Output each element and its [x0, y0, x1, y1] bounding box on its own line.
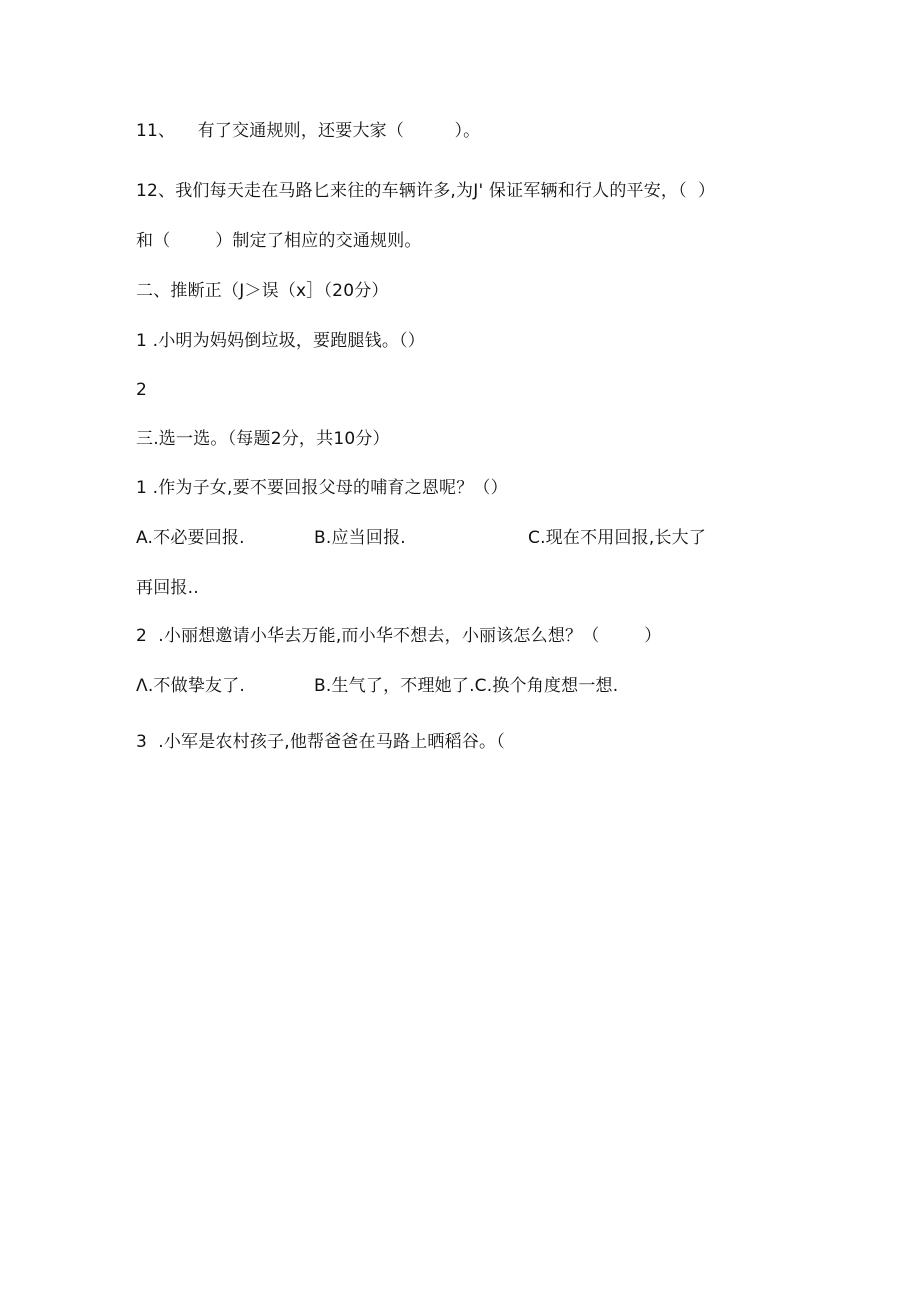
option-b: B.应当回报. [314, 528, 406, 548]
question-12-line-2: 和（ ）制定了相应的交通规则。 [136, 231, 422, 251]
section-2-question-2: 2 [136, 380, 148, 400]
question-12-line-1: 12、我们每天走在马路匕来往的车辆许多,为J' 保证军辆和行人的平安，（ ） [136, 181, 716, 201]
option-a: A.不必要回报. [136, 528, 245, 548]
section-2-heading: 二、推断正（J＞误（x］（20分） [136, 281, 389, 301]
section-3-question-3: 3 .小军是农村孩子,他帮爸爸在马路上晒稻谷。（ [136, 732, 505, 752]
section-3-heading: 三.选一选。（每题2分，共10分） [136, 429, 390, 449]
option-a: Λ.不做挚友了. [136, 676, 246, 696]
option-c-continued: 再回报.. [136, 578, 199, 598]
section-2-question-1: 1 .小明为妈妈倒垃圾，要跑腿钱。（） [136, 331, 425, 351]
option-c: C.现在不用回报,长大了 [528, 528, 707, 548]
option-b-and-c: B.生气了，不理她了.C.换个角度想一想. [314, 676, 619, 696]
question-11: 11、 有了交通规则，还要大家（ ）。 [136, 121, 481, 141]
section-3-question-2: 2 .小丽想邀请小华去万能,而小华不想去，小丽该怎么想？（ ） [136, 626, 662, 646]
section-3-question-1: 1 .作为子女,要不要回报父母的哺育之恩呢？（） [136, 478, 508, 498]
